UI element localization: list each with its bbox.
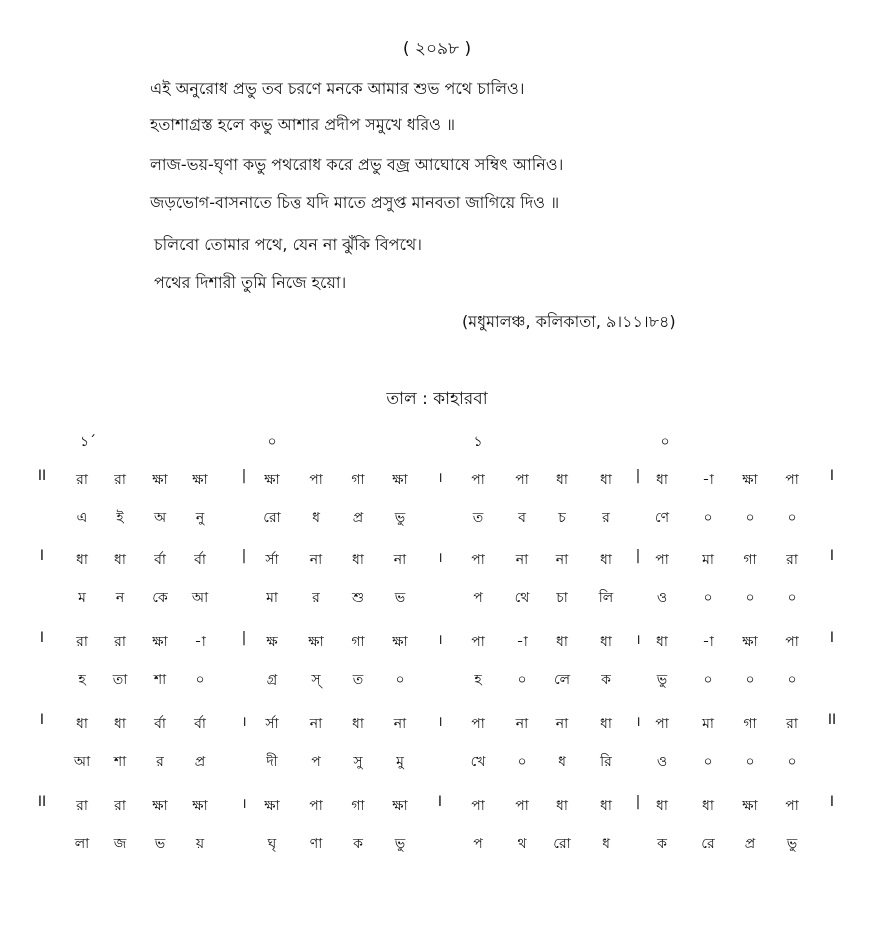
lyric-syllable: প্র — [352, 510, 364, 526]
beat-mark: ১ — [473, 434, 483, 450]
lyric-syllable: ক — [657, 836, 667, 852]
tala-label: তাল : কাহারবা — [386, 389, 488, 409]
swara-note: ক্ষা — [152, 634, 168, 650]
lyric-syllable: এ — [76, 510, 88, 526]
lyric-syllable: রি — [600, 754, 612, 770]
measure-bar: । — [437, 714, 443, 730]
swara-note: না — [515, 716, 529, 732]
source-citation: (মধুমালঞ্চ, কলিকাতা, ৯।১১।৮৪) — [462, 312, 676, 331]
lyric-syllable: র — [312, 590, 320, 606]
measure-bar: | — [241, 630, 247, 646]
lyric-syllable: ০ — [787, 590, 797, 606]
lyric-syllable: ভু — [394, 836, 406, 852]
lyric-syllable: ০ — [745, 754, 755, 770]
lyric-syllable: ন — [115, 590, 125, 606]
lyric-syllable: প — [311, 754, 321, 770]
swara-note: ক্ষা — [264, 798, 280, 814]
swara-note: র্বা — [194, 716, 206, 732]
swara-note: রা — [76, 798, 88, 814]
swara-note: পা — [471, 634, 485, 650]
lyric-syllable: ত — [352, 672, 364, 688]
lyric-syllable: মু — [396, 754, 404, 770]
lyric-syllable: ০ — [787, 754, 797, 770]
swara-note: পা — [309, 472, 323, 488]
row-start-bar: II — [37, 468, 47, 484]
lyric-syllable: গ্র — [266, 672, 278, 688]
swara-note: ক্ষা — [264, 472, 280, 488]
row-start-bar: I — [39, 712, 45, 728]
lyric-syllable: দী — [266, 754, 278, 770]
lyric-syllable: স্ — [311, 672, 321, 688]
lyric-syllable: ০ — [195, 672, 205, 688]
lyric-syllable: ০ — [703, 672, 713, 688]
lyric-syllable: কে — [152, 590, 168, 606]
measure-bar: | — [635, 548, 641, 564]
swara-note: ক্ষা — [192, 472, 208, 488]
swara-note: না — [309, 552, 323, 568]
lyric-syllable: ক — [353, 836, 363, 852]
swara-note: মা — [702, 552, 714, 568]
swara-note: রা — [786, 552, 798, 568]
swara-note: রা — [114, 634, 126, 650]
swara-note: ক্ষা — [742, 634, 758, 650]
swara-note: ক্ষা — [392, 634, 408, 650]
row-end-bar: I — [829, 548, 835, 564]
measure-bar: । — [437, 470, 443, 486]
lyric-syllable: শা — [113, 754, 127, 770]
row-start-bar: II — [37, 794, 47, 810]
lyric-syllable: ও — [656, 754, 668, 770]
swara-note: ক্ষা — [742, 472, 758, 488]
lyric-syllable: ধ — [312, 510, 320, 526]
swara-note: পা — [471, 472, 485, 488]
beat-mark: ১´ — [79, 434, 97, 450]
lyric-syllable: ০ — [745, 590, 755, 606]
lyric-syllable: হ — [78, 672, 86, 688]
lyric-syllable: শা — [153, 672, 167, 688]
swara-note: রা — [114, 798, 126, 814]
lyric-syllable: ভু — [786, 836, 798, 852]
lyric-syllable: অ — [153, 510, 167, 526]
lyric-syllable: ম — [78, 590, 86, 606]
swara-note: ধা — [656, 472, 668, 488]
lyric-syllable: ০ — [787, 510, 797, 526]
row-start-bar: I — [39, 548, 45, 564]
lyric-syllable: খে — [470, 754, 486, 770]
swara-note: ধা — [600, 634, 612, 650]
swara-note: ধা — [352, 716, 364, 732]
lyric-syllable: জ — [113, 836, 127, 852]
swara-note: ধা — [76, 716, 88, 732]
swara-note: গা — [351, 472, 365, 488]
lyric-syllable: প্র — [744, 836, 756, 852]
beat-mark: ০ — [660, 434, 670, 450]
swara-note: র্সা — [265, 552, 279, 568]
lyric-syllable: প — [473, 590, 483, 606]
swara-note: পা — [471, 798, 485, 814]
swara-note: না — [555, 716, 569, 732]
lyric-syllable: লি — [598, 590, 614, 606]
swara-note: ক্ষা — [308, 634, 324, 650]
measure-bar: । — [635, 632, 641, 648]
swara-note: -া — [194, 634, 206, 650]
swara-note: গা — [743, 716, 757, 732]
measure-bar: । — [241, 796, 247, 812]
swara-note: না — [555, 552, 569, 568]
swara-note: ধা — [600, 472, 612, 488]
lyric-syllable: ণে — [654, 510, 670, 526]
swara-note: না — [393, 552, 407, 568]
swara-note: গা — [351, 798, 365, 814]
measure-bar: I — [437, 794, 443, 810]
swara-note: ক্ষা — [152, 472, 168, 488]
swara-note: ধা — [600, 552, 612, 568]
page-number: ( ২০৯৮ ) — [402, 39, 472, 59]
lyric-line: চলিবো তোমার পথে, যেন না ঝুঁকি বিপথে। — [154, 235, 423, 254]
measure-bar: | — [635, 794, 641, 810]
swara-note: ক্ষা — [392, 798, 408, 814]
lyric-syllable: মা — [266, 590, 278, 606]
lyric-syllable: র — [156, 754, 164, 770]
lyric-syllable: ধ — [558, 754, 566, 770]
swara-note: পা — [471, 552, 485, 568]
lyric-syllable: হ — [474, 672, 482, 688]
swara-note: ধা — [76, 552, 88, 568]
lyric-line: হতাশাগ্রস্ত হলে কভু আশার প্রদীপ সমুখে ধরিও ॥ — [150, 115, 456, 134]
swara-note: ধা — [600, 798, 612, 814]
lyric-syllable: ব — [518, 510, 526, 526]
lyric-syllable: ০ — [517, 672, 527, 688]
swara-note: ধা — [656, 634, 668, 650]
swara-note: রা — [76, 634, 88, 650]
row-end-bar: I — [829, 468, 835, 484]
lyric-syllable: ই — [116, 510, 124, 526]
swara-note: ক্ষা — [742, 798, 758, 814]
swara-note: ধা — [114, 552, 126, 568]
lyric-syllable: রো — [553, 836, 571, 852]
swara-note: -া — [516, 634, 528, 650]
lyric-syllable: ভ — [394, 590, 406, 606]
lyric-syllable: ০ — [703, 590, 713, 606]
lyric-syllable: রো — [263, 510, 281, 526]
lyric-syllable: ০ — [787, 672, 797, 688]
lyric-syllable: ভু — [394, 510, 406, 526]
measure-bar: । — [241, 714, 247, 730]
row-end-bar: I — [829, 630, 835, 646]
swara-note: রা — [786, 716, 798, 732]
lyric-syllable: ০ — [395, 672, 405, 688]
lyric-syllable: ণা — [309, 836, 323, 852]
lyric-syllable: ঘৃ — [267, 836, 277, 852]
lyric-syllable: প — [473, 836, 483, 852]
measure-bar: | — [241, 468, 247, 484]
lyric-syllable: থ — [517, 836, 527, 852]
swara-note: ধা — [556, 472, 568, 488]
lyric-line: পথের দিশারী তুমি নিজে হয়ো। — [154, 273, 347, 292]
swara-note: ক্ষ — [266, 634, 278, 650]
beat-mark: ০ — [267, 434, 277, 450]
measure-bar: । — [437, 550, 443, 566]
swara-note: পা — [515, 798, 529, 814]
lyric-syllable: থে — [514, 590, 530, 606]
swara-note: র্বা — [194, 552, 206, 568]
lyric-syllable: ক — [601, 672, 611, 688]
swara-note: ধা — [556, 798, 568, 814]
swara-note: -া — [702, 472, 714, 488]
swara-note: র্সা — [265, 716, 279, 732]
measure-bar: । — [437, 632, 443, 648]
swara-note: না — [393, 716, 407, 732]
lyric-syllable: ভ — [154, 836, 166, 852]
swara-note: ক্ষা — [392, 472, 408, 488]
measure-bar: | — [241, 548, 247, 564]
lyric-syllable: চা — [556, 590, 568, 606]
swara-note: রা — [114, 472, 126, 488]
lyric-syllable: সু — [353, 754, 363, 770]
swara-note: ধা — [556, 634, 568, 650]
lyric-syllable: ভু — [656, 672, 668, 688]
lyric-syllable: প্র — [194, 754, 206, 770]
lyric-syllable: ও — [656, 590, 668, 606]
lyric-syllable: ত — [472, 510, 484, 526]
swara-note: পা — [471, 716, 485, 732]
swara-note: রা — [76, 472, 88, 488]
lyric-syllable: ০ — [703, 754, 713, 770]
swara-note: -া — [702, 634, 714, 650]
lyric-syllable: লা — [74, 836, 90, 852]
swara-note: পা — [309, 798, 323, 814]
swara-note: ধা — [656, 798, 668, 814]
row-start-bar: I — [39, 630, 45, 646]
lyric-syllable: ধ — [602, 836, 610, 852]
lyric-syllable: র — [602, 510, 610, 526]
measure-bar: । — [635, 714, 641, 730]
lyric-line: লাজ-ভয়-ঘৃণা কভু পথরোধ করে প্রভু বজ্র আঘোষে সম্বিৎ আনিও। — [150, 155, 564, 174]
lyric-syllable: নু — [195, 510, 205, 526]
lyric-syllable: লে — [553, 672, 571, 688]
lyric-syllable: ০ — [703, 510, 713, 526]
row-end-bar: I — [829, 794, 835, 810]
swara-note: ধা — [702, 798, 714, 814]
row-end-bar: II — [827, 712, 837, 728]
measure-bar: | — [635, 468, 641, 484]
lyric-syllable: ০ — [745, 510, 755, 526]
lyric-syllable: ০ — [517, 754, 527, 770]
swara-note: ধা — [352, 552, 364, 568]
lyric-syllable: শু — [351, 590, 365, 606]
swara-note: ধা — [600, 716, 612, 732]
swara-note: ক্ষা — [152, 798, 168, 814]
swara-note: পা — [785, 634, 799, 650]
swara-note: পা — [785, 472, 799, 488]
lyric-line: জড়ভোগ-বাসনাতে চিত্ত যদি মাতে প্রসুপ্ত মানবতা জাগিয়ে দিও ॥ — [150, 193, 560, 212]
swara-note: পা — [655, 552, 669, 568]
swara-note: র্বা — [154, 552, 166, 568]
lyric-syllable: ০ — [745, 672, 755, 688]
swara-note: ধা — [114, 716, 126, 732]
swara-note: পা — [655, 716, 669, 732]
swara-note: গা — [351, 634, 365, 650]
lyric-line: এই অনুরোধ প্রভু তব চরণে মনকে আমার শুভ পথে চালিও। — [150, 79, 525, 98]
lyric-syllable: চ — [558, 510, 566, 526]
lyric-syllable: য় — [195, 836, 205, 852]
lyric-syllable: রে — [701, 836, 715, 852]
swara-note: র্বা — [154, 716, 166, 732]
swara-note: মা — [702, 716, 714, 732]
swara-note: না — [515, 552, 529, 568]
swara-note: পা — [515, 472, 529, 488]
lyric-syllable: আ — [73, 754, 91, 770]
swara-note: না — [309, 716, 323, 732]
swara-note: ক্ষা — [192, 798, 208, 814]
lyric-syllable: তা — [112, 672, 128, 688]
swara-note: গা — [743, 552, 757, 568]
swara-note: পা — [785, 798, 799, 814]
lyric-syllable: আ — [191, 590, 209, 606]
